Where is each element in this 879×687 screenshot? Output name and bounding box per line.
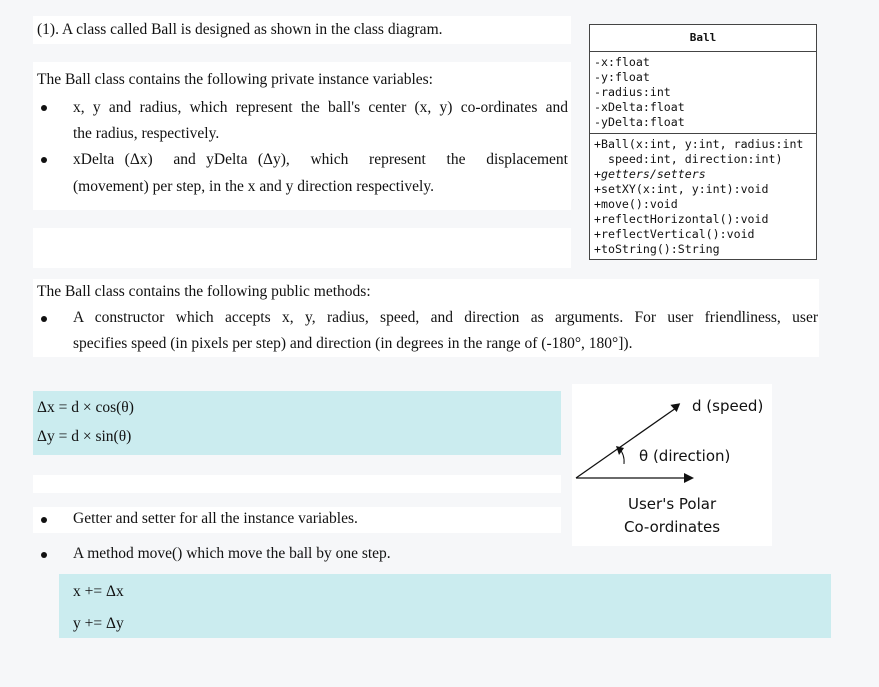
uml-method: +move():void [594,197,678,211]
private-item-1-line1: x, y and radius, which represent the ball's center (x, y) co-ordinates and [73,99,568,116]
uml-attribute: -yDelta:float [594,115,685,129]
diagram-caption-line2: Co-ordinates [624,518,721,536]
uml-attribute: -xDelta:float [594,100,685,114]
x-axis-arrowhead [684,473,694,483]
uml-method: +getters/setters [594,167,706,181]
private-item-2-line1: xDelta (Δx) and yDelta (Δy), which represent the displacement [73,151,568,168]
uml-attributes [590,52,816,134]
speed-vector [576,408,676,478]
uml-class-diagram [589,24,817,260]
heading: (1). A class called Ball is designed as shown in the class diagram. [37,21,443,38]
private-item-1-line2: the radius, respectively. [73,125,220,142]
direction-label: θ (direction) [639,447,731,465]
uml-class-name: Ball [590,25,816,52]
uml-attribute: -x:float [594,55,650,69]
uml-attribute: -radius:int [594,85,671,99]
speed-label: d (speed) [692,397,764,415]
move-formula-x: x += Δx [73,583,124,600]
uml-method: +toString():String [594,242,720,256]
move-formula-box [59,574,831,638]
polar-diagram [572,384,772,546]
bullet-4 [41,517,47,523]
uml-methods [590,134,816,260]
uml-method: speed:int, direction:int) [594,152,783,166]
uml-method: +setXY(x:int, y:int):void [594,182,769,196]
public-intro: The Ball class contains the following public methods: [37,283,371,300]
uml-method: +reflectHorizontal():void [594,212,769,226]
move-formula-y: y += Δy [73,615,124,632]
spacer-block [33,228,571,268]
formula-dy: Δy = d × sin(θ) [37,428,132,445]
formula-dx: Δx = d × cos(θ) [37,399,134,416]
bullet-2 [41,157,47,163]
bullet-1 [41,105,47,111]
heading-block [33,16,571,44]
diagram-caption-line1: User's Polar [628,495,717,513]
uml-method: +Ball(x:int, y:int, radius:int [594,137,804,151]
constructor-line1: A constructor which accepts x, y, radius, speed, and direction as arguments. For user friendliness, user [73,309,818,326]
private-intro: The Ball class contains the following private instance variables: [37,71,433,88]
spacer-block-2 [33,475,561,493]
bullet-5 [41,552,47,558]
uml-method: +reflectVertical():void [594,227,755,241]
private-item-2-line2: (movement) per step, in the x and y direction respectively. [73,178,434,195]
constructor-line2: specifies speed (in pixels per step) and direction (in degrees in the range of (-180°, 180°]). [73,335,633,352]
move-item: A method move() which move the ball by one step. [73,545,391,562]
formula-box [33,391,561,455]
uml-attribute: -y:float [594,70,650,84]
getter-item: Getter and setter for all the instance variables. [73,510,358,527]
bullet-3 [41,316,47,322]
